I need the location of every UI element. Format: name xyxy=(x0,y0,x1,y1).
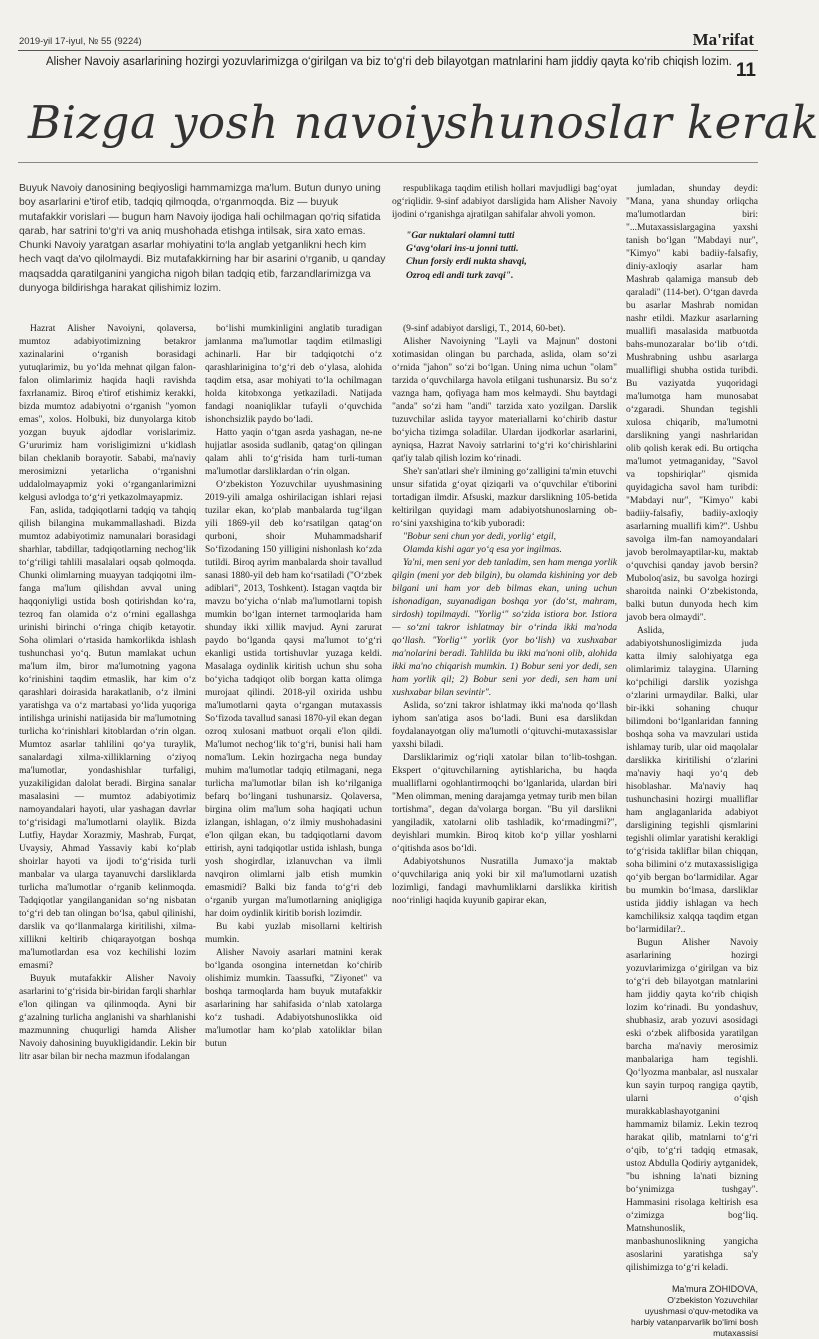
paragraph: jumladan, shunday deydi: "Mana, yana shunday orliqcha ma'lumotlardan biri: "...Mutaxassislargagina yaxshi tanish bo‘lgan "Mabdayi nur", "Kimyo" kabi badiiy-falsafiy, diniy-axloqiy asarlar ham Mashrab qalamiga mansub deb qaraladi" (114-bet). O‘tgan davrda bu asarlar Mashrab nomidan nashr etildi. Mazkur asarlarning muallifi masalasida matbuotda bahs-munozaralar bo‘lib o‘tdi. Mushrabning ushbu asarlarga muallifligi shubha ostida turibdi. Bu vaziyatda yuqoridagi ma'lumotga ham munosabat o‘zgaradi. Shundan tegishli xulosa chiqarib, ma'lumotni darslikning yangi nashrlaridan olib qolish kerak edi. Bu ortiqcha ma'lumot yetmaganiday, "Savol va topshiriqlar" qismida quyidagicha savol ham turibdi: "Mabdayi nur", "Kimyo" kabi badiiy-falsafiy, badiiy-axloqiy asarlarning muallifi kim?". Ushbu savolga ilm-fan namoyandalari javob berolmayaptilar-ku, maktab o‘quvchisi qanday javob bersin? Muboloq'asiz, bu savolga hozirgi sharoitda nainki O‘zbekistonda, balki butun dunyoda hech kim javob bera olmaydi". xyxy=(626,183,758,623)
page-number: 11 xyxy=(735,60,756,81)
paragraph: Hazrat Alisher Navoiyni, qolaversa, mumtoz adabiyotimizning betakror xazinalarini o‘rganish borasidagi yutuqlarimiz, bu yo‘lda mehnat qilgan falon-falon olimlarimiz haqida haqli ravishda faxrlanamiz. Biroq e'tirof etishimiz kerakki, bizda mumtoz adabiyotni o‘rganish "yomon emas", xolos. Holbuki, biz dunyolarga kitob yozgan buyuk ajdodlar vorislarimiz. G‘ururimiz ham vorisligimizni u‘kidlash bilan cheklanib borayotir. Sababi, ma'naviy merosimizni yetarlicha o‘rganishni uddalolmayapmiz yoki o‘rganganlarimizni kelgusi avlodga to‘g‘ri yetkazolmayapmiz. xyxy=(19,323,196,503)
article-title: Bizga yosh navoiyshunoslar kerak xyxy=(28,96,819,149)
quote-line: "Bobur seni chun yor dedi, yorlig‘ etgil, xyxy=(403,531,557,542)
author-name: Ma'mura ZOHIDOVA, xyxy=(671,1284,758,1294)
poem-line: "Gar nuktalari olamni tutti xyxy=(406,230,515,241)
poem-quote xyxy=(406,229,617,282)
column-1 xyxy=(19,322,196,1122)
poem-line: Chun forsiy erdi nukta shavqi, xyxy=(406,256,527,268)
paragraph: She'r san'atlari she'r ilmining go‘zalligini ta'min etuvchi unsur sifatida g‘oyat qiziqarli va o‘quvchilar e'tiborini tortadigan ilmdir. Afsuski, mazkur darslikning 105-betida keltirilgan quyidagi mam adabiyotshunoslarning ob-ro‘sini yaxshigina to‘kib yuboradi: xyxy=(392,466,617,529)
author-role: O‘zbekiston Yozuvchilar uyushmasi o‘quv-metodika va harbiy vatanparvarlik bo‘limi bosh mutaxassisi xyxy=(630,1295,758,1338)
header-strapline: Alisher Navoiy asarlarining hozirgi yozuvlarimizga o‘girilgan va biz to‘g‘ri deb bilayotgan matnlarini ham jiddiy qayta ko‘rib chiqish lozim. xyxy=(46,56,732,68)
quote-paragraph: Ya'ni, men seni yor deb tanladim, sen ham menga yorlik qilgin (meni yor deb bilgin), bu olamda kishining yor deb bilgani uni ham yor deb bilmas ekan, uning uchun ishonadigan, suyanadigan boshqa yor (do‘st, mahram, sirdosh) topilmaydi. "Yorlig‘" so‘zida istiora bor. Istiora — so‘zni takror ishlatmay bir o‘rinda ikki ma'noda qo‘llash. "Yorlig‘" yorlik (yor bo‘lish) va xushxabar ma'nolarini beradi. Tahlilda bu ikki ma'noni olib, alohida ikki ma'no chiqarish mumkin. 1) Bobur seni yor dedi, sen ham yorlik qil; 2) Bobur seni yor dedi, sen ham uni xushxabar bilan sevintir". xyxy=(392,557,617,698)
column-3 xyxy=(392,322,617,1122)
paragraph: Aslida, adabiyotshunosligimizda juda katta ilmiy salohiyatga ega olimlarimiz talaygina. Ularning ko‘pchiligi darslik yozishga o‘zlarini urmaydilar. Balki, ular bir-ikki sohaning chuqur bilimdoni bo‘lganlaridan fanning boshqa soha va mavzulari ustida ishlamay turib, ular oid maqolalar darslikka kiritilishi o‘zlarini ma'naviy haqi yo‘q deb hisoblashar. Ma'naviy haq tushunchasini hozirgi mualliflar ham anglaganlarida adabiyot darsligining tegishli qismlarini tegishli olimlar yaratishi kerakligi to‘g‘risida takliflar bilan chiqqan, soha bilimini o‘z mutaxassisligiga qo‘yib bergan bo‘larmidilar. Agar bu mumkin bo‘lmasa, darsliklar ustida jiddiy ishlagan va hech kamchiliksiz xalqqa taqdim etgan bo‘larmidilar?.. xyxy=(626,625,758,935)
paragraph: bo‘lishi mumkinligini anglatib turadigan jamlanma ma'lumotlar taqdim etilmasligi achinarli. Har bir tadqiqotchi o‘z qarashlarinigina to‘g‘ri deb o‘ylasa, alohida taqdim etsa, asar mohiyati to‘la ochilmagan holda kitobxonga yetkaziladi. Natijada fandagi noaniqliklar tufayli o‘quvchida ishonchsizlik paydo bo‘ladi. xyxy=(205,323,382,425)
header-rule xyxy=(18,50,758,51)
paragraph: (9-sinf adabiyot darsligi, T., 2014, 60-bet). xyxy=(403,323,566,334)
paragraph: Hatto yaqin o‘tgan asrda yashagan, ne-ne hujjatlar asosida sudlanib, qatag‘on qilingan qalam ahli to‘g‘risida ham turli-tuman ma'lumotlar darsliklardan o‘rin olgan. xyxy=(205,427,382,477)
paragraph: Adabiyotshunos Nusratilla Jumaxo‘ja maktab o‘quvchilariga aniq yoki bir xil ma'lumotlarni uzatish lozimligi, fandagi mavhumliklarni darslikka kiritish noo‘rinligi haqida kuyunib gapirar ekan, xyxy=(392,856,617,906)
title-rule xyxy=(18,162,758,163)
column-2 xyxy=(205,322,382,1122)
poem-line: Ozroq edi andi turk zavqi". xyxy=(406,269,514,281)
issue-date: 2019-yil 17-iyul, № 55 (9224) xyxy=(19,36,142,47)
paragraph: Darsliklarimiz og‘riqli xatolar bilan to‘lib-toshgan. Ekspert o‘qituvchilarning aytishlaricha, bu haqda mualliflarni ogohlantirmoqchi bo‘lganlarida, ulardan biri "Men olimman, mening darajamga yetmay turib men bilan tortishma", degan da'volarga borgan. "Bu yil darslikni yangiladik, xatolarni olib tashladik, ko‘rmadingmi?", deyishlari mumkin. Biroq kitob ko‘p yillar yoshlarni o‘qitishda asos bo‘ldi. xyxy=(392,752,617,854)
poem-line: G‘avg‘olari ins-u jonni tutti. xyxy=(406,243,519,255)
paragraph: Buyuk mutafakkir Alisher Navoiy asarlarini to‘g‘risida bir-biridan farqli sharhlar e'lon qilingan va qilinmoqda. Ayni bir g‘azalning turlicha anglanishi va sharhlanishi mazmunning chuqurligi hamda Alisher Navoiy dahosining buyukligidandir. Lekin bir litr asar bilan bir necha mazmun ifodalangan xyxy=(19,973,196,1062)
column-3-top xyxy=(392,182,617,322)
newspaper-brand: Ma'rifat xyxy=(692,30,754,49)
article-lead: Buyuk Navoiy danosining beqiyosligi hammamizga ma'lum. Butun dunyo uning boy asarlarini e'tirof etib, tadqiq qilmoqda, o‘rganmoqda. Biz — buyuk mutafakkir vorislari — bugun ham Navoiy ijodiga hali ochilmagan qo‘riq sifatida qarab, har satrini to‘g‘ri va aniq mushohada etishga intilsak, sira xato emas. Chunki Navoiy yaratgan asarlar mohiyatini to‘la anglab yetganlikni hech kim hech vaqt da'vo qilolmaydi. Biz mutafakkirning har bir asarini o‘rganib, u qanday maqsadda qaratilganini yangicha nigoh bilan tadqiq etib, farzandlarimizga va dunyoga bildirishga harakat qilishimiz lozim. xyxy=(19,183,386,295)
paragraph: Fan, aslida, tadqiqotlarni tadqiq va tahqiq qilish bilangina mukammallashadi. Bizda mumtoz adabiyotimiz namunalari borasidagi sharhlar, tabdillar, tadqiqotlarning nechog‘lik to‘g‘riligi tahlili masalalari oqsab qolmoqda. Chunki olimlarning muayyan tadqiqotni ilm-fanga ma'lum qilishdan avval uning haqqoniyligi ustida bosh qotirishdan ko‘ra, tezroq fan olamida o‘z o‘rnini egallashga urinishi birinchi o‘ringa chiqib ketayotir. Soha olimlari o‘rtasida hamkorlikda ishlash tushunchasi yo‘q. Butun mamlakat uchun ma'lum ilm, biror ma'lumotning yagona ko‘rinishini taqdim etmaslik, har kim o‘z qarashlari doirasida harakatlanib, o‘z ilmini yaratishga va o‘z martabasi yo‘lida yuqoriga intilishga urinishi natijasida bir ma'lumotning turlicha ko‘rinishlari kitoblardan o‘rin olgan. Mumtoz asarlar tahlilini qo‘ya turaylik, sanalardagi xilma-xilliklarning o‘ziyoq ma'lumotlar, yondashishlar turfaligi, yuzakiligidan dalolat beradi. Birgina sanalar masalasini — mumtoz adabiyotimiz namoyandalari hayoti, ular yashagan davrlar to‘g‘risidagi ma'lumotlarni olaylik. Bizda Lutfiy, Haydar Xorazmiy, Mashrab, Furqat, Uvaysiy, Ahmad Yassaviy kabi ko‘plab shoirlar hayoti va ijodi to‘g‘risida turli manbalar va ularga tayanuvchi darsliklarda turlicha ma'lumotlar o‘rganib kelinmoqda. Tadqiqotlar yangilanganidan so‘ng nisbatan to‘g‘ri deb tan olingan bo‘lsa, qabul qilinishi, darslik va qo‘llanmalarga kiritilishi, xilma-xillikni keltirib chiqarayotgan boshqa ma'lumotlardan esa voz kechilishi lozim emasmi? xyxy=(19,505,196,971)
paragraph: Bugun Alisher Navoiy asarlarining hozirgi yozuvlarimizga o‘girilgan va biz to‘g‘ri deb bilayotgan matnlarini ham jiddiy qayta ko‘rib chiqish lozim ko‘rinadi. Bu yondashuv, shubhasiz, arab yozuvi asosidagi eski o‘zbek alifbosida yaratilgan barcha ma'naviy merosimiz manbalariga ham tegishli. Qo‘lyozma manbalar, asl nusxalar kun sayin turpoq rangiga qaytib, ularni o‘qish murakkablashayotganini hammamiz bilamiz. Lekin tezroq harakat qilib, matnlarni to‘g‘ri o‘qib, to‘g‘ri tadqiq etmasak, ustoz Abdulla Qodiriy aytganidek, "bu ishning la'nati bizning bo‘ynimizga tushgay". Hammasini risolaga keltirish esa o‘zimizga bog‘liq. Matnshunoslik, manbashunoslikning yangicha asoslarini yaratishga sa'y qilishimizga to‘g‘ri keladi. xyxy=(626,937,758,1273)
paragraph: respublikaga taqdim etilish hollari mavjudligi bag‘oyat og‘riqlidir. 9-sinf adabiyot darsligida ham Alisher Navoiy ijodini o‘rganishga ajratilgan sahifalar ahvoli yomon. xyxy=(392,183,617,220)
author-signature xyxy=(626,1284,758,1339)
paragraph: Alisher Navoiyning "Layli va Majnun" dostoni xotimasidan olingan bu parchada, aslida, olam so‘zi o‘rnida "jahon" so‘zi bo‘lgan. Uning nima uchun "olam" tarzida o‘quvchilarga havola etilgani tushunarsiz. Bu so‘z vaznga ham, qofiyaga ham mos kelmaydi. Shu baytdagi "anda" so‘zi ham "andi" tarzida xato yozilgan. Darslik tuzuvchilar aslida tayyor materiallarni ko‘chirib dastur bo‘yicha tizimga soladilar. Ulardan ijodkorlar asarlarini, ayniqsa, Hazrat Navoiy satrlarini to‘g‘ri ko‘chirishlarini qat'iy talab qilish lozim ko‘rinadi. xyxy=(392,336,617,464)
paragraph: Aslida, so‘zni takror ishlatmay ikki ma'noda qo‘llash iyhom san'atiga asos bo‘ladi. Buni esa darslikdan foydalanayotgan oliy ma'lumotli o‘qituvchi-mutaxassislar yaxshi biladi. xyxy=(392,700,617,750)
quote-line: Olamda kishi agar yo‘q esa yor ingilmas. xyxy=(403,544,562,555)
column-4 xyxy=(626,182,758,1338)
paragraph: Alisher Navoiy asarlari matnini kerak bo‘lganda osongina internetdan ko‘chirib olishimiz mumkin. Taassufki, "Ziyonet" va boshqa tarmoqlarda ham buyuk mutafakkir asarlarining har sahifasida o‘nlab xatolarga ko‘z tushadi. Adabiyotshunoslikka oid ma'lumotlar ham ko‘plab xatoliklar bilan butun xyxy=(205,947,382,1049)
paragraph: O‘zbekiston Yozuvchilar uyushmasining 2019-yili amalga oshirilacigan ishlari rejasi tuzilar ekan, ko‘plab manbalarda tug‘ilgan yili 1869-yil deb ko‘rsatilgan qatag‘on qurboni, shoir Muhammadsharif So‘fizodaning 150 yilligini nishonlash ko‘zda tutildi. Biroq ayrim manbalarda shoir tavallud sanasi 1880-yil deb ham ko‘rsatiladi ("O‘zbek adiblari", 2013, Toshkent). Istagan vaqtda bir mavzu bo‘yicha o‘nlab ma'lumotlarni topish mumkin bo‘lgan internet tarmoqlarida ham shunday ikki xillik mavjud. Ayni zarurat paydo bo‘lganda qaysi ma'lumot to‘g‘ri ekanligi ustida tortishuvlar yuzaga keldi. Masalaga oydinlik kiritish uchun shu soha bo‘yicha tadqiqot olib borgan katta olimga murojaat qilindi. 2018-yil oxirida ushbu ma'lumotlarni qayta o‘rgangan mutaxassis So‘fizoda tavallud sanasi 1870-yil ekan degan ozroq xulosani matbuot orqali e'lon qildi. Ma'lumot nechog‘lik to‘g‘ri, bunisi hali ham noma'lum. Lekin hozirgacha nega bunday muhim ma'lumotlar tadqiq etilmagani, nega turlicha ma'lumotlar bilan ish ko‘rilganiga befarq bo‘lingani tushunarsiz. Qolaversa, birgina olim ma'lum soha haqiqati uchun izlangan, ishlagan, o‘z ilmiy mushohadasini e'lon qilgan ekan, bu tadqiqotlarni davom ettirish, ayni tadqiqotlar ustida ishlash, bunga yosh shogirdlar, izlanuvchan va ilmli navqiron olimlarni jalb etish mumkin emasmidi? Balki biz fanda to‘g‘ri deb o‘rganib yurgan ma'lumotlarning aniqligiga har doim oydinlik kiritib borish lozimdir. xyxy=(205,479,382,919)
paragraph: Bu kabi yuzlab misollarni keltirish mumkin. xyxy=(205,921,382,945)
